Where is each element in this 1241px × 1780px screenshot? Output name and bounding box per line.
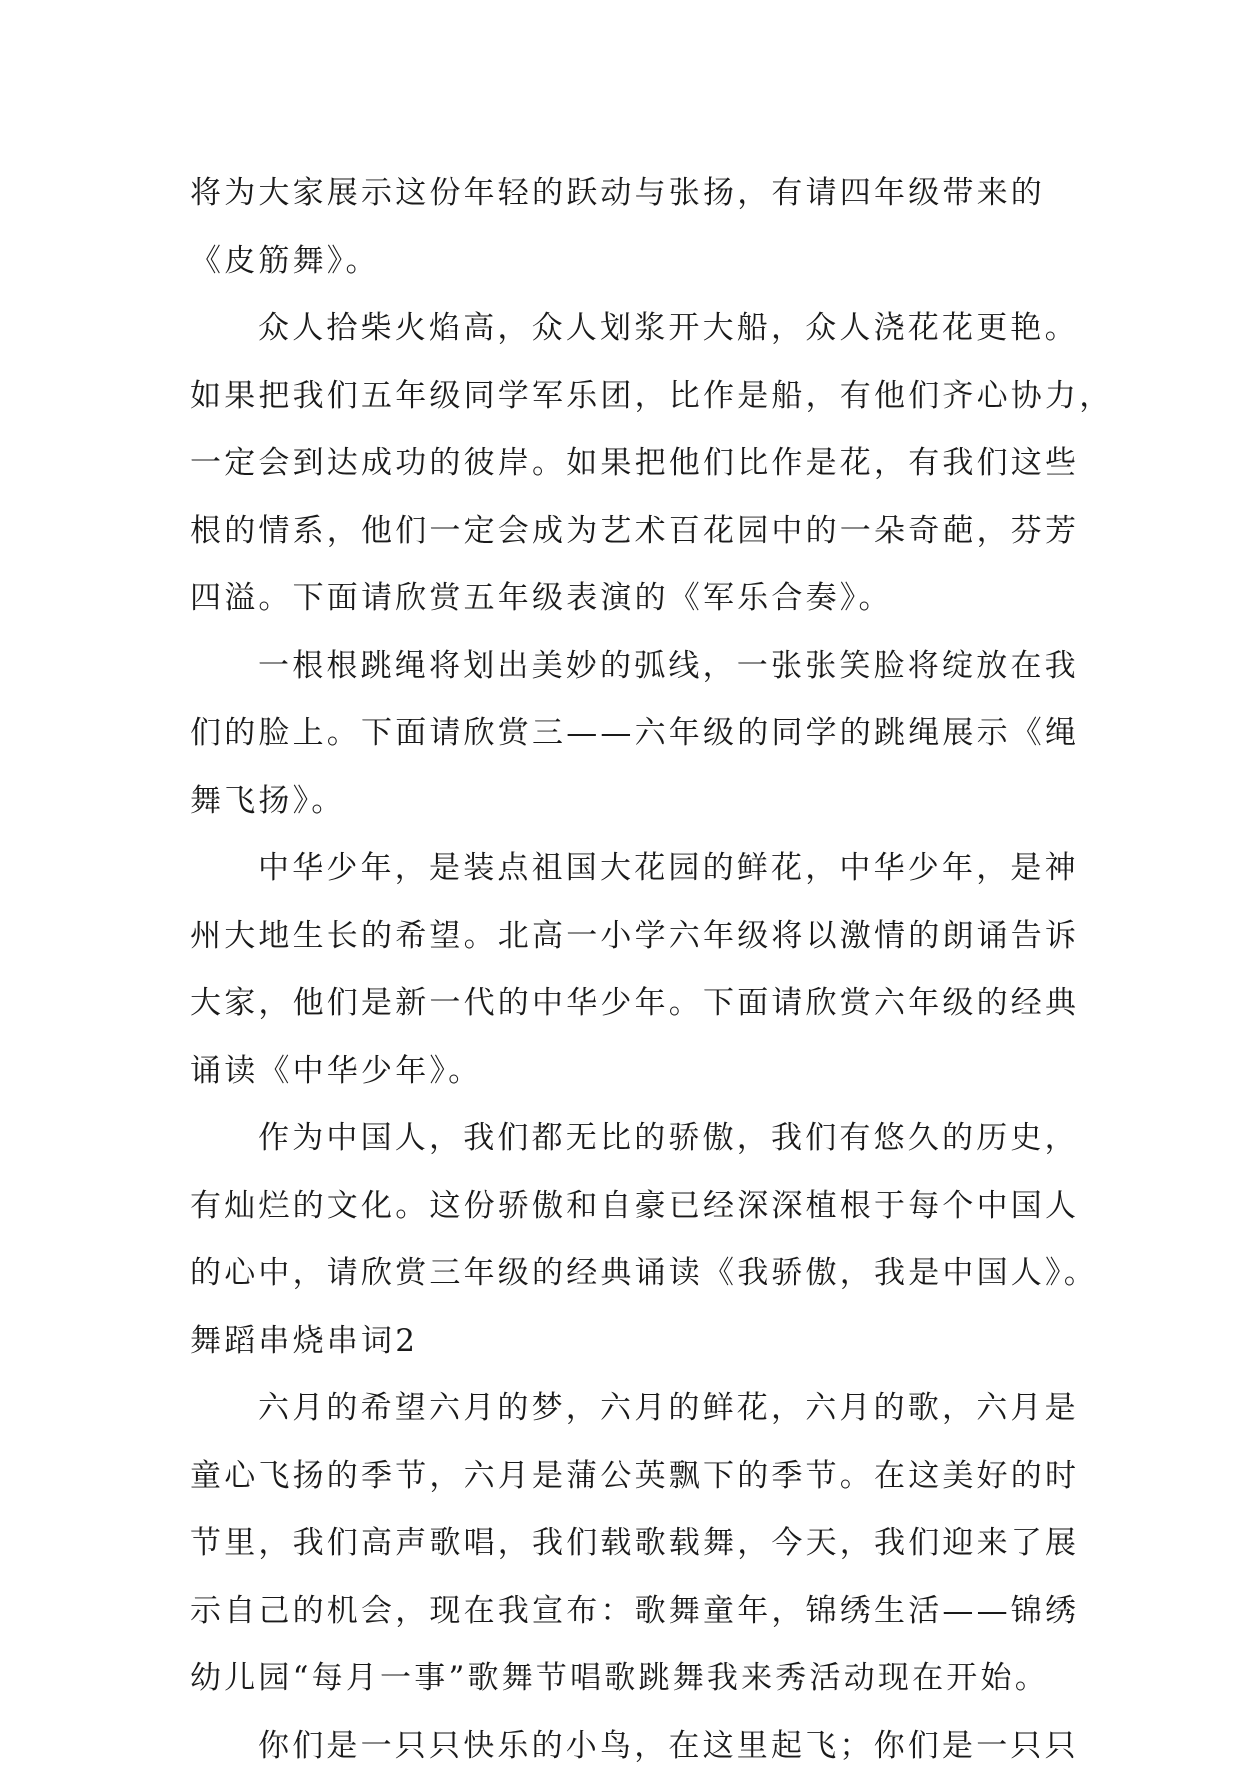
- text-line: 诵读《中华少年》。: [190, 1038, 1070, 1106]
- text-line: 幼儿园“每月一事”歌舞节唱歌跳舞我来秀活动现在开始。: [190, 1645, 1070, 1713]
- text-line: 示自己的机会，现在我宣布：歌舞童年，锦绣生活——锦绣: [190, 1578, 1070, 1646]
- text-line: 你们是一只只快乐的小鸟，在这里起飞；你们是一只只: [190, 1713, 1070, 1780]
- text-line: 六月的希望六月的梦，六月的鲜花，六月的歌，六月是: [190, 1375, 1070, 1443]
- text-line: 们的脸上。下面请欣赏三——六年级的同学的跳绳展示《绳: [190, 700, 1070, 768]
- text-line: 一定会到达成功的彼岸。如果把他们比作是花，有我们这些: [190, 430, 1070, 498]
- body-text: [190, 160, 1070, 1780]
- paragraph: [190, 835, 1070, 1105]
- text-line: 大家，他们是新一代的中华少年。下面请欣赏六年级的经典: [190, 970, 1070, 1038]
- text-line: 一根根跳绳将划出美妙的弧线，一张张笑脸将绽放在我: [190, 633, 1070, 701]
- paragraph: [190, 1105, 1070, 1308]
- text-line: 州大地生长的希望。北高一小学六年级将以激情的朗诵告诉: [190, 903, 1070, 971]
- text-line: 根的情系，他们一定会成为艺术百花园中的一朵奇葩，芬芳: [190, 498, 1070, 566]
- text-line: 中华少年，是装点祖国大花园的鲜花，中华少年，是神: [190, 835, 1070, 903]
- paragraph: [190, 160, 1070, 295]
- text-line: 四溢。下面请欣赏五年级表演的《军乐合奏》。: [190, 565, 1070, 633]
- text-line: 《皮筋舞》。: [190, 228, 1070, 296]
- text-line: 的心中，请欣赏三年级的经典诵读《我骄傲，我是中国人》。: [190, 1240, 1070, 1308]
- text-line: 舞飞扬》。: [190, 768, 1070, 836]
- text-line: 众人拾柴火焰高，众人划浆开大船，众人浇花花更艳。: [190, 295, 1070, 363]
- text-line: 如果把我们五年级同学军乐团，比作是船，有他们齐心协力，: [190, 363, 1070, 431]
- paragraph: [190, 633, 1070, 836]
- paragraph: [190, 1713, 1070, 1780]
- paragraph: [190, 295, 1070, 633]
- text-line: 童心飞扬的季节，六月是蒲公英飘下的季节。在这美好的时: [190, 1443, 1070, 1511]
- text-line: 作为中国人，我们都无比的骄傲，我们有悠久的历史，: [190, 1105, 1070, 1173]
- text-line: 节里，我们高声歌唱，我们载歌载舞，今天，我们迎来了展: [190, 1510, 1070, 1578]
- paragraph: [190, 1375, 1070, 1713]
- text-line: 有灿烂的文化。这份骄傲和自豪已经深深植根于每个中国人: [190, 1173, 1070, 1241]
- section-heading: 舞蹈串烧串词2: [190, 1308, 1070, 1376]
- text-line: 将为大家展示这份年轻的跃动与张扬，有请四年级带来的: [190, 160, 1070, 228]
